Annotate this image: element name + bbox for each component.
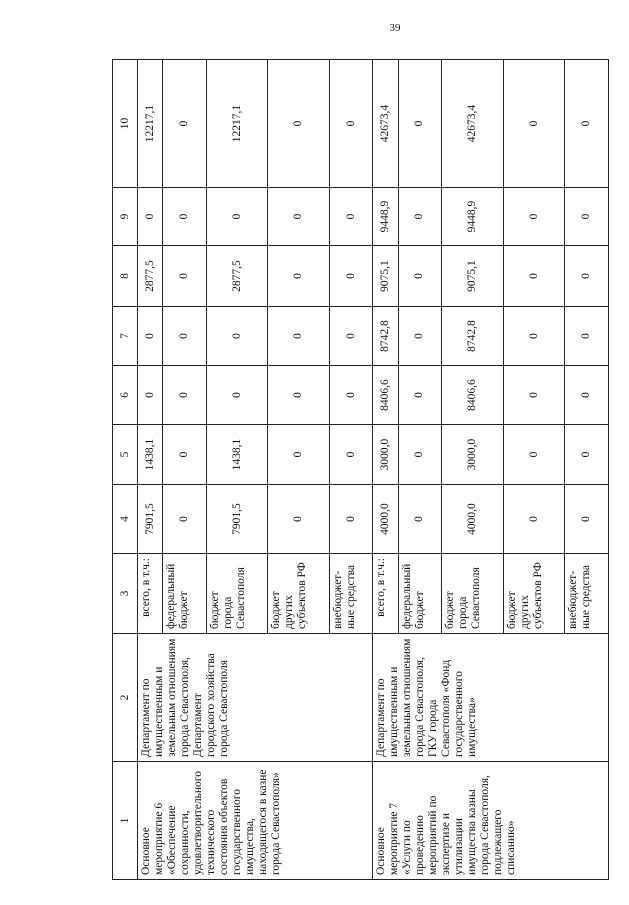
value-cell: 0 [565,307,609,366]
value-cell: 0 [268,485,330,554]
column-header: 8 [113,246,138,307]
value-cell: 3000,0 [373,425,398,485]
value-cell: 0 [503,246,565,307]
value-cell: 0 [398,188,441,246]
value-cell: 8742,8 [442,307,504,366]
value-cell: 0 [268,246,330,307]
value-cell: 0 [503,425,565,485]
value-cell: 8406,6 [442,366,504,425]
column-header: 2 [113,634,138,762]
column-header: 6 [113,366,138,425]
funding-source: бюджет других субъектов РФ [503,554,565,634]
value-cell: 0 [330,188,373,246]
value-cell: 2877,5 [206,246,268,307]
value-cell: 0 [330,307,373,366]
table-row [373,60,398,880]
value-cell: 0 [163,60,206,188]
activity-name: Основное мероприятие 6 «Обеспечение сохранности, удовлетворительного технического состояния объектов государственного имущества, находящегося в казне города Севастополя» [138,762,373,880]
funding-source: бюджет города Севастополя [442,554,504,634]
value-cell: 0 [503,188,565,246]
activity-name: Основное мероприятие 7 «Услуги по проведению мероприятий по экспертизе и утилизации имущества казны города Севастополя, подлежащего списанию» [373,762,609,880]
column-header: 5 [113,425,138,485]
value-cell: 0 [565,60,609,188]
value-cell: 7901,5 [206,485,268,554]
value-cell: 12217,1 [206,60,268,188]
value-cell: 0 [163,366,206,425]
value-cell: 0 [163,188,206,246]
funding-source: внебюджет-ные средства [565,554,609,634]
value-cell: 0 [138,307,163,366]
value-cell: 2877,5 [138,246,163,307]
value-cell: 0 [330,425,373,485]
value-cell: 9448,9 [373,188,398,246]
value-cell: 0 [138,366,163,425]
value-cell: 0 [268,425,330,485]
value-cell: 4000,0 [373,485,398,554]
funding-source: всего, в т.ч.: [138,554,163,634]
value-cell: 0 [398,307,441,366]
value-cell: 0 [565,246,609,307]
value-cell: 0 [398,366,441,425]
value-cell: 0 [163,307,206,366]
value-cell: 0 [268,60,330,188]
funding-source: бюджет города Севастополя [206,554,268,634]
value-cell: 0 [565,485,609,554]
value-cell: 0 [330,366,373,425]
funding-source: внебюджет-ные средства [330,554,373,634]
value-cell: 0 [163,246,206,307]
value-cell: 0 [330,246,373,307]
funding-source: бюджет других субъектов РФ [268,554,330,634]
value-cell: 0 [503,366,565,425]
budget-table [112,59,609,880]
column-header: 10 [113,60,138,188]
value-cell: 7901,5 [138,485,163,554]
column-header: 1 [113,762,138,880]
column-header: 9 [113,188,138,246]
value-cell: 0 [398,246,441,307]
header-row [113,60,138,880]
value-cell: 42673,4 [442,60,504,188]
value-cell: 8742,8 [373,307,398,366]
column-header: 7 [113,307,138,366]
value-cell: 0 [503,307,565,366]
executor-name: Департамент по имущественным и земельным отношениям города Севастополя, Департамент городского хозяйства города Севастополя [138,634,373,762]
value-cell: 12217,1 [138,60,163,188]
value-cell: 0 [268,188,330,246]
value-cell: 4000,0 [442,485,504,554]
value-cell: 1438,1 [206,425,268,485]
value-cell: 0 [138,188,163,246]
value-cell: 0 [565,366,609,425]
executor-name: Департамент по имущественным и земельным отношениям города Севастополя, ГКУ города Севастополя «Фонд государственного имущества» [373,634,609,762]
value-cell: 8406,6 [373,366,398,425]
value-cell: 0 [330,485,373,554]
value-cell: 0 [398,425,441,485]
value-cell: 1438,1 [138,425,163,485]
column-header: 4 [113,485,138,554]
value-cell: 0 [268,307,330,366]
value-cell: 0 [398,60,441,188]
column-header: 3 [113,554,138,634]
value-cell: 0 [206,188,268,246]
value-cell: 0 [268,366,330,425]
page-number: 39 [389,22,401,34]
rotated-table-container [112,60,609,880]
value-cell: 0 [565,425,609,485]
value-cell: 0 [163,485,206,554]
value-cell: 0 [206,307,268,366]
value-cell: 0 [163,425,206,485]
table-row [138,60,163,880]
value-cell: 0 [503,60,565,188]
funding-source: федеральный бюджет [398,554,441,634]
value-cell: 42673,4 [373,60,398,188]
value-cell: 0 [565,188,609,246]
value-cell: 0 [206,366,268,425]
value-cell: 9075,1 [373,246,398,307]
funding-source: федеральный бюджет [163,554,206,634]
value-cell: 0 [330,60,373,188]
value-cell: 9075,1 [442,246,504,307]
value-cell: 0 [503,485,565,554]
value-cell: 3000,0 [442,425,504,485]
value-cell: 9448,9 [442,188,504,246]
funding-source: всего, в т.ч.: [373,554,398,634]
value-cell: 0 [398,485,441,554]
